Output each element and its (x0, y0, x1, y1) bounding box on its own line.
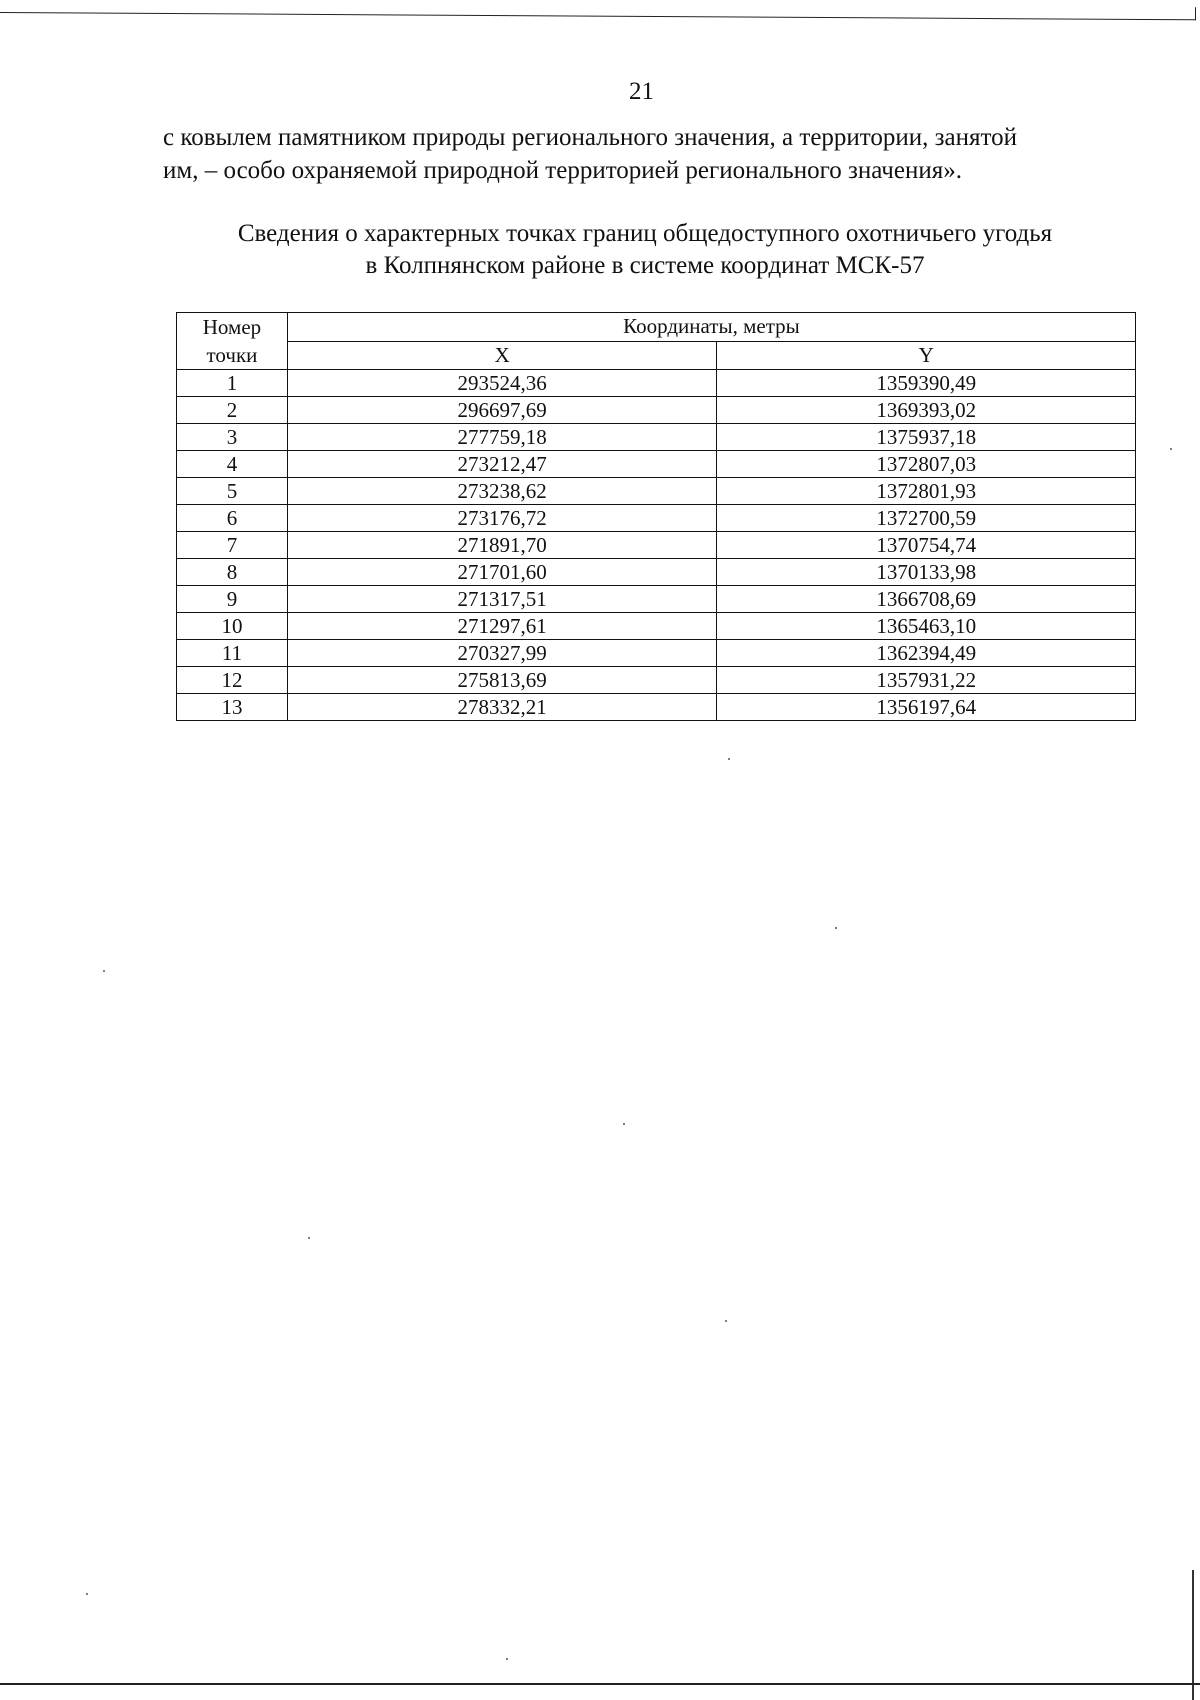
scan-speck (86, 1593, 88, 1595)
table-row (177, 424, 1136, 451)
x-coordinate-cell: 273212,47 (287, 451, 717, 478)
point-number-cell: 5 (177, 478, 288, 505)
y-coordinate-cell: 1362394,49 (717, 640, 1136, 667)
scan-speck (506, 1658, 508, 1660)
x-coordinate-cell: 273176,72 (287, 505, 717, 532)
heading-line: Сведения о характерных точках границ общедоступного охотничьего угодья (237, 220, 1053, 247)
x-coordinate-cell: 271701,60 (287, 559, 717, 586)
scan-speck (835, 927, 837, 929)
x-coordinate-cell: 278332,21 (287, 694, 717, 721)
y-coordinate-cell: 1375937,18 (717, 424, 1136, 451)
intro-line: с ковылем памятником природы регионального значения, а территории, занятой (163, 124, 1017, 151)
table-row (177, 478, 1136, 505)
point-number-header-line2: точки (206, 343, 258, 367)
scan-speck (725, 1320, 727, 1322)
y-coordinate-cell: 1356197,64 (717, 694, 1136, 721)
point-number-cell: 8 (177, 559, 288, 586)
y-coordinate-cell: 1370133,98 (717, 559, 1136, 586)
table-row (177, 559, 1136, 586)
x-coordinate-cell: 273238,62 (287, 478, 717, 505)
table-subheader-row (177, 341, 1136, 370)
table-row (177, 640, 1136, 667)
table-header-row (177, 313, 1136, 342)
x-coordinate-cell: 296697,69 (287, 397, 717, 424)
point-number-cell: 6 (177, 505, 288, 532)
y-coordinate-cell: 1372700,59 (717, 505, 1136, 532)
scan-speck (103, 970, 105, 972)
table-row (177, 451, 1136, 478)
scan-speck (623, 1123, 625, 1125)
point-number-cell: 12 (177, 667, 288, 694)
table-heading (150, 218, 1140, 282)
y-coordinate-cell: 1369393,02 (717, 397, 1136, 424)
y-header: Y (717, 341, 1136, 370)
point-number-cell: 11 (177, 640, 288, 667)
table-row (177, 397, 1136, 424)
y-coordinate-cell: 1370754,74 (717, 532, 1136, 559)
table-row (177, 532, 1136, 559)
point-number-cell: 4 (177, 451, 288, 478)
scan-speck (308, 1237, 310, 1239)
coordinates-header: Координаты, метры (287, 313, 1135, 342)
scan-border-top (0, 0, 1196, 20)
y-coordinate-cell: 1372801,93 (717, 478, 1136, 505)
point-number-header-line1: Номер (202, 315, 262, 339)
x-coordinate-cell: 293524,36 (287, 370, 717, 397)
scan-speck (728, 758, 730, 760)
table-row (177, 613, 1136, 640)
table-row (177, 667, 1136, 694)
point-number-cell: 7 (177, 532, 288, 559)
x-header: X (287, 341, 717, 370)
table-body (177, 370, 1136, 721)
point-number-cell: 13 (177, 694, 288, 721)
coordinates-table (176, 312, 1136, 721)
heading-line: в Колпнянском районе в системе координат МСК-57 (365, 252, 925, 279)
point-number-cell: 9 (177, 586, 288, 613)
y-coordinate-cell: 1372807,03 (717, 451, 1136, 478)
point-number-cell: 3 (177, 424, 288, 451)
x-coordinate-cell: 277759,18 (287, 424, 717, 451)
point-number-cell: 10 (177, 613, 288, 640)
x-coordinate-cell: 275813,69 (287, 667, 717, 694)
scan-border-bottom (0, 1683, 1200, 1685)
intro-line: им, – особо охраняемой природной территорией регионального значения». (163, 157, 962, 184)
x-coordinate-cell: 270327,99 (287, 640, 717, 667)
table-row (177, 505, 1136, 532)
y-coordinate-cell: 1359390,49 (717, 370, 1136, 397)
point-number-cell: 1 (177, 370, 288, 397)
y-coordinate-cell: 1357931,22 (717, 667, 1136, 694)
page-number: 21 (629, 78, 654, 105)
table-row (177, 694, 1136, 721)
point-number-header (177, 313, 288, 370)
table-row (177, 370, 1136, 397)
y-coordinate-cell: 1366708,69 (717, 586, 1136, 613)
x-coordinate-cell: 271297,61 (287, 613, 717, 640)
scan-speck (1170, 448, 1172, 450)
table-row (177, 586, 1136, 613)
x-coordinate-cell: 271891,70 (287, 532, 717, 559)
y-coordinate-cell: 1365463,10 (717, 613, 1136, 640)
point-number-cell: 2 (177, 397, 288, 424)
scan-border-right (1192, 1570, 1194, 1700)
intro-paragraph (163, 121, 1128, 187)
x-coordinate-cell: 271317,51 (287, 586, 717, 613)
